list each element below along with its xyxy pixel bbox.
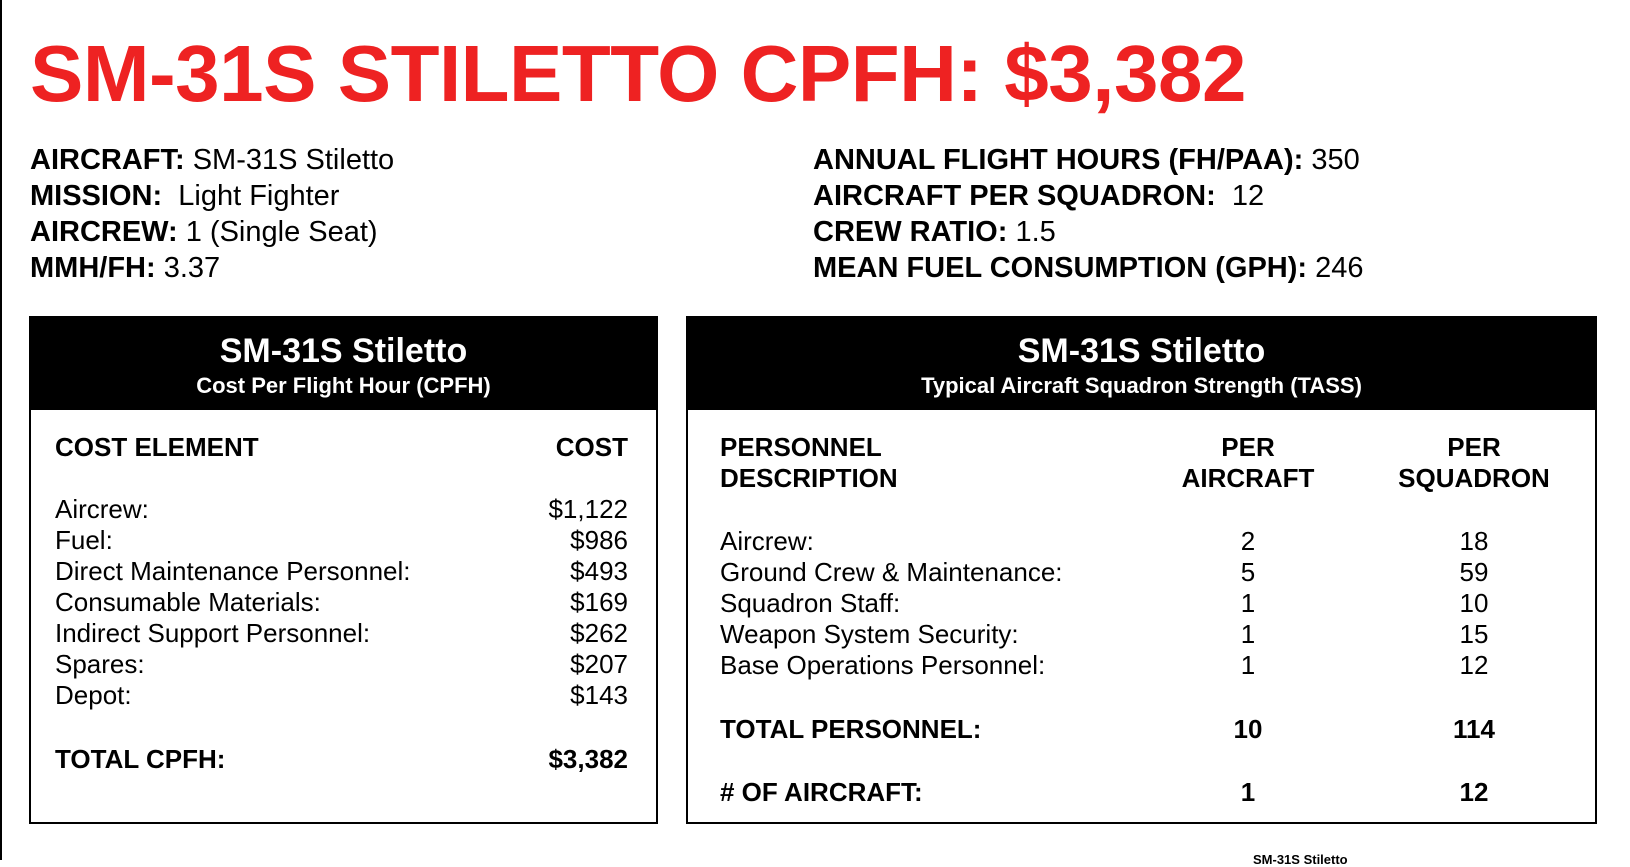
table-row-label: Aircrew:	[55, 494, 149, 524]
cpfh-col-element: COST ELEMENT	[55, 432, 259, 462]
table-row-per-squadron: 15	[1459, 619, 1489, 649]
table-row-per-squadron: 18	[1459, 526, 1489, 556]
footer-caption: SM-31S Stiletto	[1253, 852, 1348, 867]
table-row-per-aircraft: 2	[1240, 526, 1256, 556]
tass-table	[686, 316, 1597, 824]
cpfh-total-value: $3,382	[548, 744, 628, 774]
tass-col-per-squadron: PER SQUADRON	[1398, 432, 1550, 493]
table-row-label: Weapon System Security:	[720, 619, 1019, 649]
cpfh-table-title: SM-31S Stiletto	[219, 332, 468, 370]
spec-annual-flight-hours: ANNUAL FLIGHT HOURS (FH/PAA): 350	[813, 144, 1360, 176]
table-row-label: Aircrew:	[720, 526, 814, 556]
cpfh-table	[29, 316, 658, 824]
table-row-label: Consumable Materials:	[55, 587, 321, 617]
table-row-label: Ground Crew & Maintenance:	[720, 557, 1063, 587]
table-row-cost: $262	[570, 618, 628, 648]
table-row-per-aircraft: 1	[1240, 619, 1256, 649]
spec-crew-ratio: CREW RATIO: 1.5	[813, 216, 1056, 248]
cpfh-total-label: TOTAL CPFH:	[55, 744, 226, 774]
table-row-cost: $207	[570, 649, 628, 679]
tass-table-title: SM-31S Stiletto	[1017, 332, 1266, 370]
specs-left	[30, 142, 394, 286]
cpfh-col-cost: COST	[555, 432, 628, 462]
tass-col-description: PERSONNEL DESCRIPTION	[720, 432, 898, 493]
tass-total-per-aircraft: 10	[1233, 714, 1263, 744]
table-row-cost: $986	[570, 525, 628, 555]
table-row-label: Depot:	[55, 680, 132, 710]
spec-aircrew: AIRCREW: 1 (Single Seat)	[30, 216, 378, 248]
page-title: SM-31S STILETTO CPFH: $3,382	[30, 29, 1246, 118]
table-row-label: Spares:	[55, 649, 145, 679]
table-row-label: Fuel:	[55, 525, 113, 555]
table-row-cost: $169	[570, 587, 628, 617]
table-row-per-aircraft: 5	[1240, 557, 1256, 587]
table-row-per-aircraft: 1	[1240, 650, 1256, 680]
table-row-cost: $1,122	[548, 494, 628, 524]
tass-total-per-squadron: 114	[1453, 714, 1495, 744]
cpfh-table-subtitle: Cost Per Flight Hour (CPFH)	[196, 373, 491, 398]
table-row-label: Direct Maintenance Personnel:	[55, 556, 411, 586]
tass-table-header	[688, 318, 1595, 410]
tass-aircraft-label: # OF AIRCRAFT:	[720, 777, 923, 807]
spec-fuel-consumption: MEAN FUEL CONSUMPTION (GPH): 246	[813, 252, 1364, 284]
table-row-per-squadron: 12	[1459, 650, 1489, 680]
spec-aircraft-per-squadron: AIRCRAFT PER SQUADRON: 12	[813, 180, 1265, 212]
table-row-label: Base Operations Personnel:	[720, 650, 1046, 680]
spec-mission: MISSION: Light Fighter	[30, 180, 340, 212]
tass-table-subtitle: Typical Aircraft Squadron Strength (TASS)	[921, 373, 1362, 398]
table-row-per-squadron: 59	[1459, 557, 1489, 587]
table-row-label: Indirect Support Personnel:	[55, 618, 371, 648]
table-row-cost: $143	[570, 680, 628, 710]
tass-total-label: TOTAL PERSONNEL:	[720, 714, 982, 744]
tass-aircraft-per-aircraft: 1	[1240, 777, 1256, 807]
tass-col-per-aircraft: PER AIRCRAFT	[1181, 432, 1315, 493]
cpfh-table-header	[31, 318, 656, 410]
table-row-cost: $493	[570, 556, 628, 586]
table-row-label: Squadron Staff:	[720, 588, 901, 618]
tass-aircraft-per-squadron: 12	[1459, 777, 1489, 807]
specs-right	[813, 142, 1364, 286]
spec-aircraft: AIRCRAFT: SM-31S Stiletto	[30, 144, 395, 176]
table-row-per-squadron: 10	[1459, 588, 1489, 618]
spec-mmh-fh: MMH/FH: 3.37	[30, 252, 221, 284]
table-row-per-aircraft: 1	[1240, 588, 1256, 618]
